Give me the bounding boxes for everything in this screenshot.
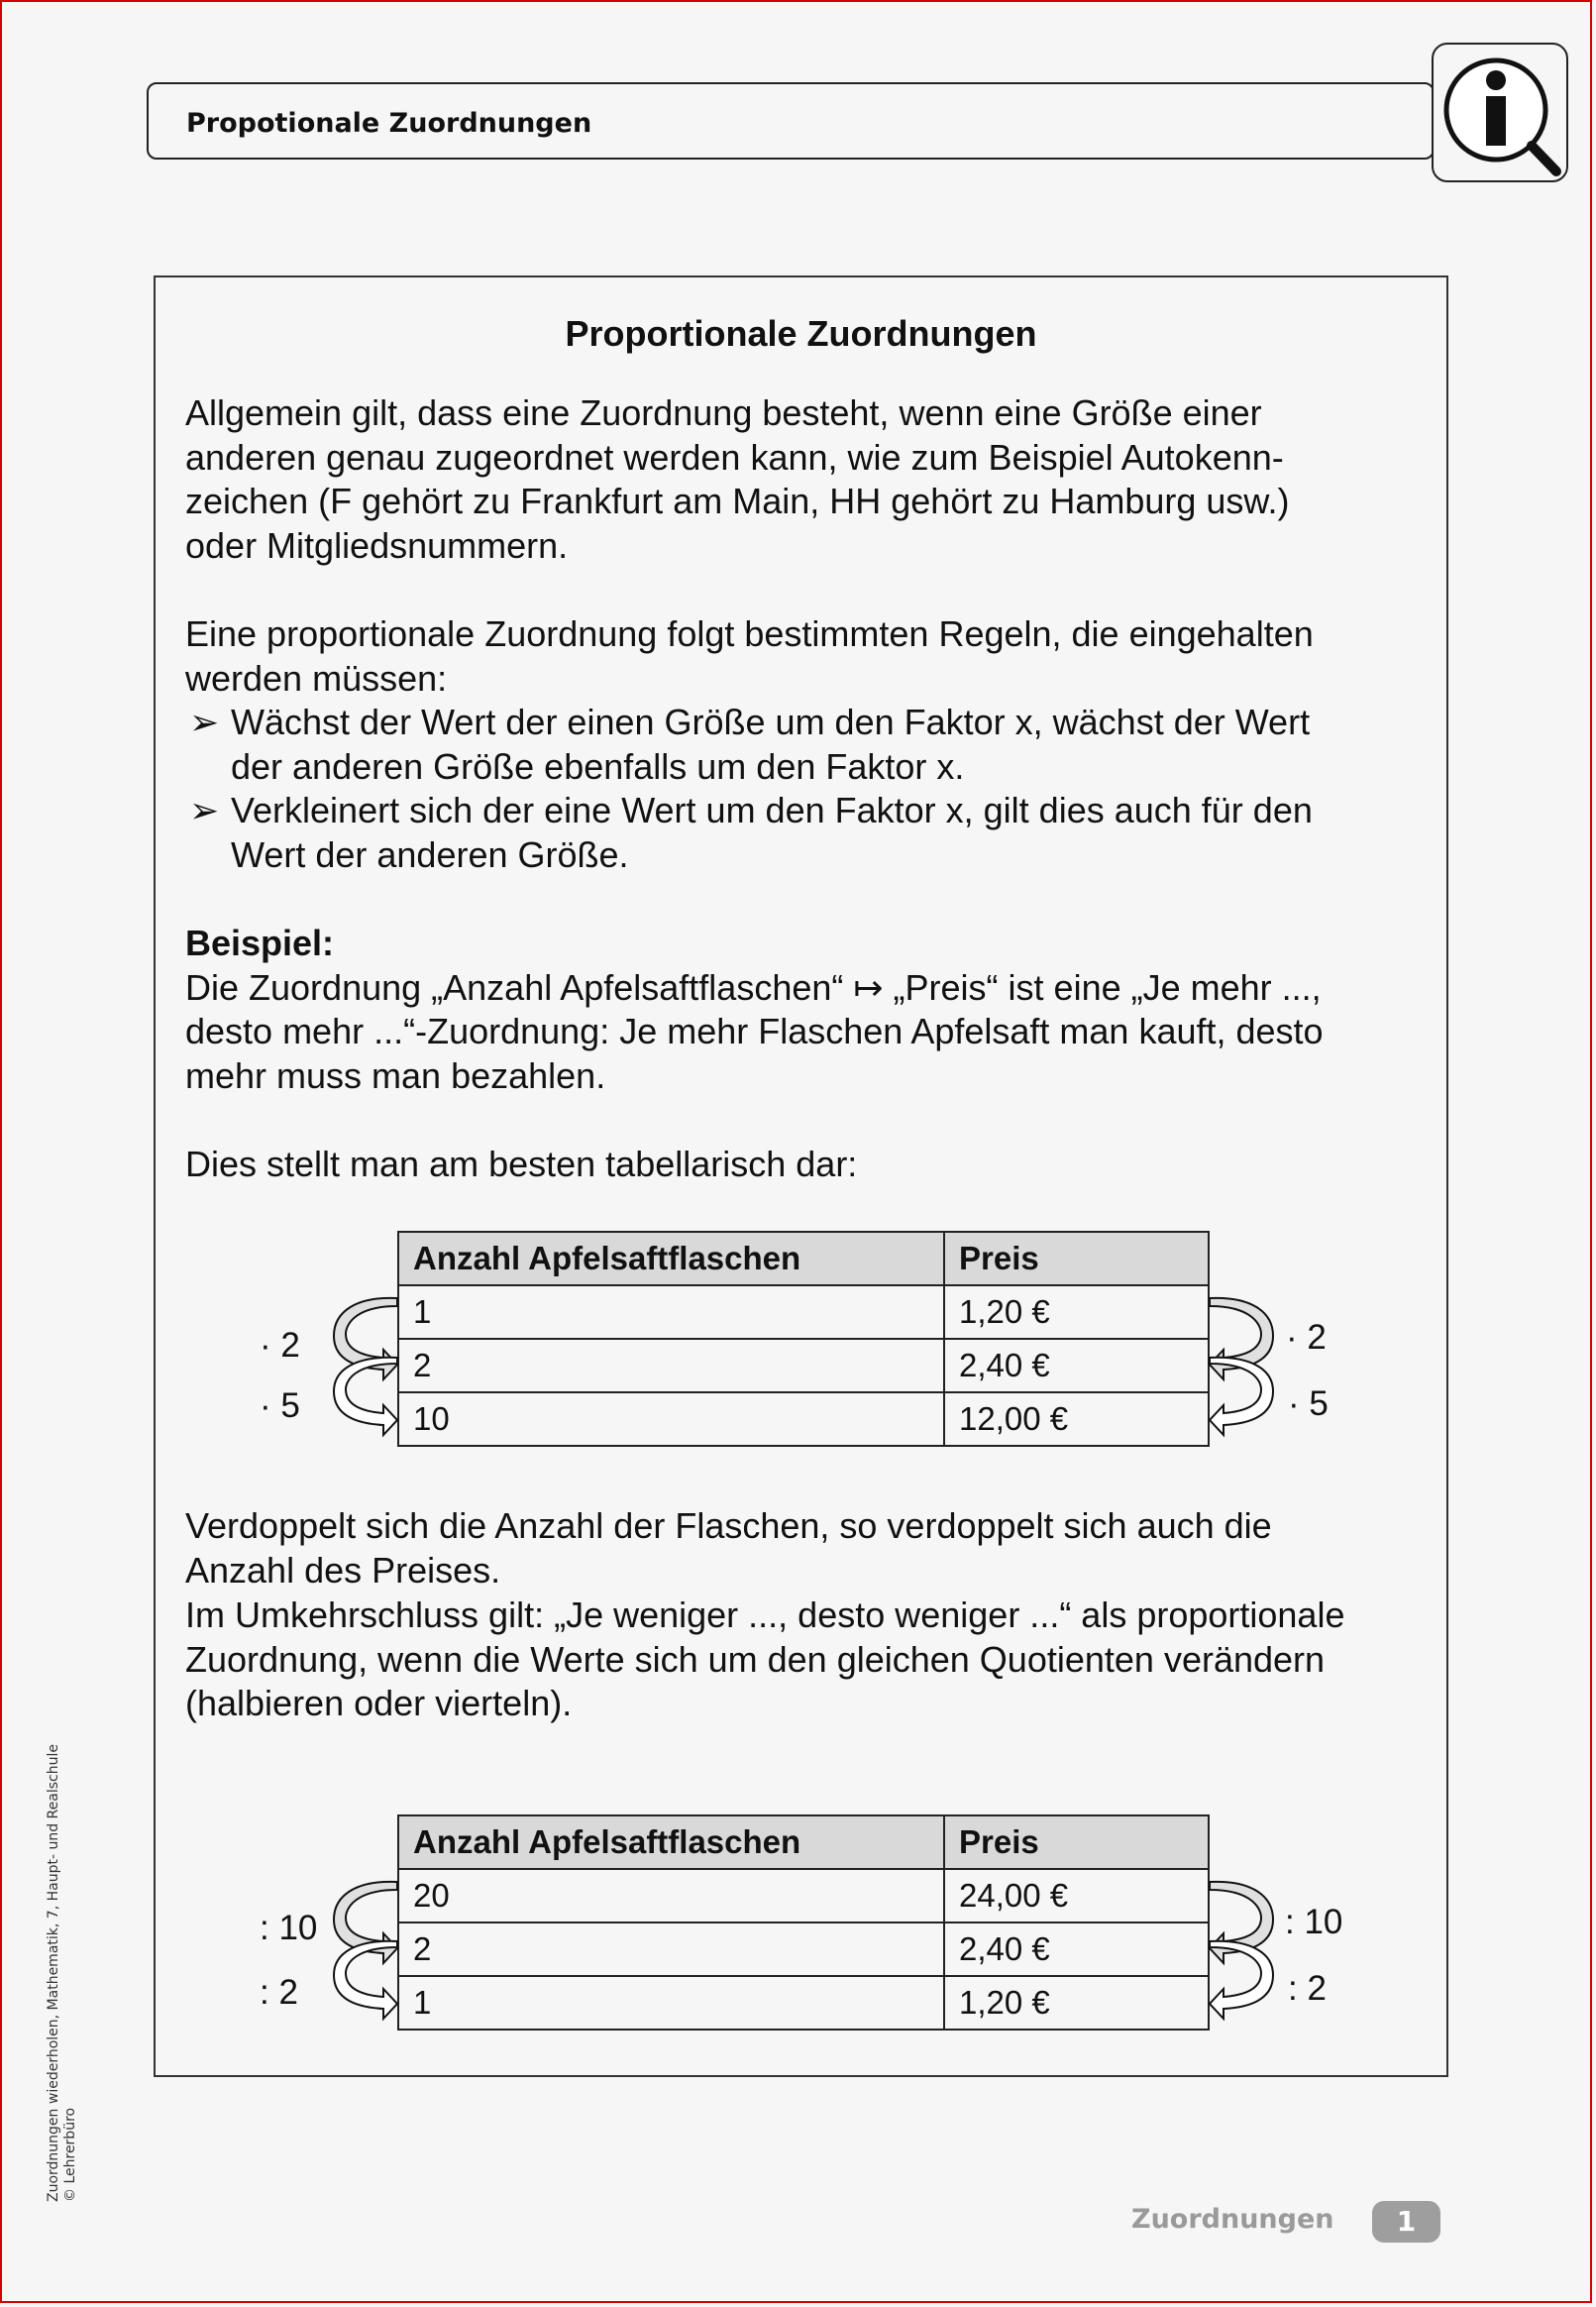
table-cell: 1 — [398, 1285, 944, 1339]
text-line: Wächst der Wert der einen Größe um den Faktor x, wächst der Wert — [231, 702, 1311, 742]
text-line: Verdoppelt sich die Anzahl der Flaschen, so verdoppelt sich auch die — [185, 1505, 1272, 1546]
copyright-line: © Lehrerbüro — [62, 2107, 78, 2202]
factor-label: : 2 — [1288, 1969, 1327, 2008]
text-line: Im Umkehrschluss gilt: „Je weniger ..., desto weniger ...“ als proportionale — [185, 1594, 1345, 1635]
example-paragraph — [185, 922, 1424, 1098]
example-heading: Beispiel: — [185, 923, 335, 963]
table-row — [398, 1285, 1209, 1339]
text-line: Verkleinert sich der eine Wert um den Faktor x, gilt dies auch für den — [231, 790, 1313, 830]
factor-label: : 2 — [260, 1973, 298, 2012]
table-row — [398, 1869, 1209, 1922]
table-cell: 1 — [398, 1976, 944, 2030]
column-header: Preis — [944, 1232, 1209, 1285]
text-line: Wert der anderen Größe. — [231, 833, 629, 875]
column-header: Anzahl Apfelsaftflaschen — [398, 1232, 944, 1285]
box-title: Proportionale Zuordnungen — [565, 313, 1037, 354]
price-table-increase — [397, 1231, 1210, 1447]
info-magnifier-icon — [1434, 45, 1566, 180]
table-cell: 2 — [398, 1922, 944, 1976]
factor-label: · 2 — [1286, 1318, 1327, 1357]
list-item — [185, 789, 1424, 877]
text-line: Anzahl des Preises. — [185, 1549, 501, 1591]
header-bar — [147, 82, 1435, 160]
intro-paragraph — [185, 391, 1424, 568]
content-box — [154, 275, 1448, 2077]
table-header-row — [398, 1232, 1209, 1285]
table-cell: 12,00 € — [944, 1392, 1209, 1446]
text-line: der anderen Größe ebenfalls um den Faktor x. — [231, 745, 965, 787]
text-line: oder Mitgliedsnummern. — [185, 524, 569, 566]
left-curved-arrows — [334, 1882, 401, 2011]
text-line: werden müssen: — [185, 657, 448, 699]
rule-list — [185, 701, 1424, 877]
table-row — [398, 1922, 1209, 1976]
factor-label: · 5 — [260, 1386, 300, 1425]
table-row — [398, 1339, 1209, 1392]
table-row — [398, 1976, 1209, 2030]
factor-label: : 10 — [260, 1909, 318, 1947]
table-cell: 2 — [398, 1339, 944, 1392]
table-cell: 2,40 € — [944, 1339, 1209, 1392]
text-line: (halbieren oder vierteln). — [185, 1683, 573, 1723]
text-line: mehr muss man bezahlen. — [185, 1054, 606, 1096]
text-line: desto mehr ...“-Zuordnung: Je mehr Flaschen Apfelsaft man kauft, desto — [185, 1011, 1324, 1051]
table-cell: 20 — [398, 1869, 944, 1922]
credit-line: Zuordnungen wiederholen, Mathematik, 7, Haupt- und Realschule — [46, 1744, 61, 2202]
list-item — [185, 701, 1424, 789]
text-line: anderen genau zugeordnet werden kann, wie zum Beispiel Autokenn- — [185, 436, 1284, 478]
page-number-badge: 1 — [1372, 2201, 1440, 2243]
double-paragraph — [185, 1504, 1424, 1593]
left-curved-arrows — [334, 1298, 401, 1427]
factor-label: : 10 — [1285, 1903, 1343, 1941]
rules-intro — [185, 612, 1424, 701]
info-box — [1432, 43, 1568, 182]
table-cell: 1,20 € — [944, 1285, 1209, 1339]
text-line: zeichen (F gehört zu Frankfurt am Main, HH gehört zu Hamburg usw.) — [185, 481, 1290, 521]
text-line: Die Zuordnung „Anzahl Apfelsaftflaschen“ ↦ „Preis“ ist eine „Je mehr ..., — [185, 966, 1322, 1008]
price-table-decrease — [397, 1814, 1210, 2031]
factor-label: · 5 — [1288, 1384, 1329, 1423]
table-cell: 1,20 € — [944, 1976, 1209, 2030]
right-curved-arrows — [1210, 1298, 1277, 1427]
column-header: Preis — [944, 1815, 1209, 1869]
arrowhead-bullet-icon: ➢ — [189, 702, 220, 742]
sidebar-credit — [46, 1744, 79, 2202]
table-intro: Dies stellt man am besten tabellarisch dar: — [185, 1144, 858, 1184]
table-cell: 24,00 € — [944, 1869, 1209, 1922]
text-line: Allgemein gilt, dass eine Zuordnung besteht, wenn eine Größe einer — [185, 392, 1262, 433]
table-row — [398, 1392, 1209, 1446]
text-line: Eine proportionale Zuordnung folgt bestimmten Regeln, die eingehalten — [185, 613, 1314, 654]
factor-label: · 2 — [260, 1326, 300, 1365]
column-header: Anzahl Apfelsaftflaschen — [398, 1815, 944, 1869]
inverse-paragraph — [185, 1593, 1424, 1726]
table-cell: 10 — [398, 1392, 944, 1446]
table-cell: 2,40 € — [944, 1922, 1209, 1976]
header-title: Propotionale Zuordnungen — [186, 108, 592, 139]
table-header-row — [398, 1815, 1209, 1869]
arrowhead-bullet-icon: ➢ — [189, 790, 220, 830]
right-curved-arrows — [1210, 1882, 1277, 2011]
footer-label: Zuordnungen — [1131, 2204, 1334, 2235]
text-line: Zuordnung, wenn die Werte sich um den gleichen Quotienten verändern — [185, 1638, 1326, 1680]
